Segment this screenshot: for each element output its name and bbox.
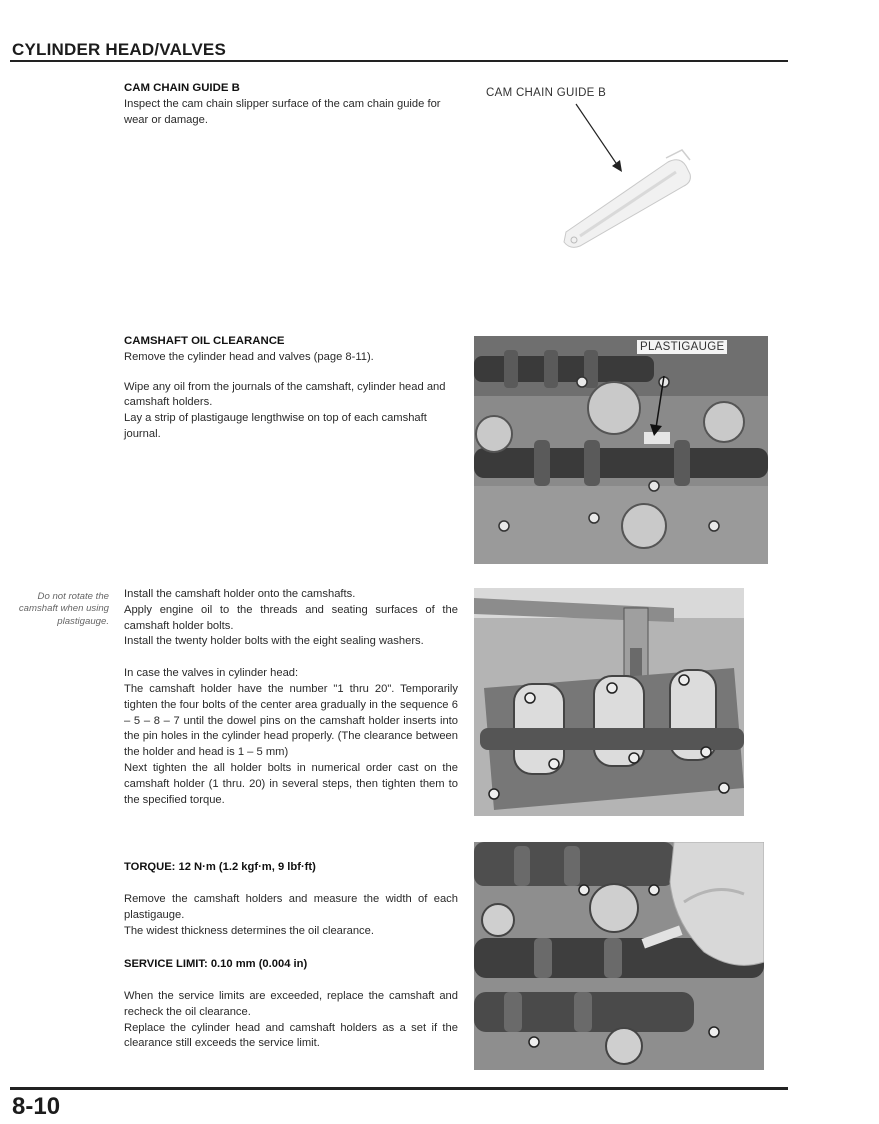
service-limit-block: [124, 957, 458, 973]
measure-step: Remove the camshaft holders and measure the width of each plastigauge.: [124, 893, 458, 921]
limit-exceeded-section: [124, 989, 458, 1052]
camshaft-oil-clearance-section: [124, 334, 458, 443]
replace-head-text: Replace the cylinder head and camshaft holders as a set if the clearance still exceeds the service limit.: [124, 1021, 458, 1050]
page-number: 8-10: [12, 1093, 61, 1120]
cam-chain-guide-heading: CAM CHAIN GUIDE B: [124, 82, 240, 94]
apply-oil-step: Apply engine oil to the threads and seating surfaces of the camshaft holder bolts.: [124, 603, 458, 632]
torque-spec: TORQUE: 12 N·m (1.2 kgf·m, 9 lbf·ft): [124, 861, 316, 873]
install-bolts-step: Install the twenty holder bolts with the eight sealing washers.: [124, 635, 424, 648]
holder-install-photo: [474, 588, 744, 816]
header-divider: [10, 60, 788, 62]
plastigauge-callout: PLASTIGAUGE: [637, 340, 727, 354]
replace-camshaft-text: When the service limits are exceeded, replace the camshaft and recheck the oil clearance.: [124, 990, 458, 1018]
footer-divider: [10, 1087, 788, 1090]
remove-head-step: Remove the cylinder head and valves (page 8-11).: [124, 350, 374, 363]
measure-section: [124, 892, 458, 939]
caution-side-note: Do not rotate the camshaft when using plastigauge.: [18, 591, 109, 627]
tightening-sequence-text: The camshaft holder have the number "1 thru 20". Temporarily tighten the four bolts of the center area gradually in the sequence 6 – 5 – 8 – 7 until the dowel pins on the camshaft holder inserts into the pin holes in the cylinder head properly. (The clearance between the holder and head is 1 – 5 mm): [124, 682, 458, 759]
wipe-oil-step: Wipe any oil from the journals of the camshaft, cylinder head and camshaft holders.: [124, 380, 446, 409]
section-title: CYLINDER HEAD/VALVES: [12, 40, 227, 59]
cam-chain-guide-section: [124, 81, 458, 128]
final-torque-text: Next tighten the all holder bolts in numerical order cast on the camshaft holder (1 thru. 20) in several steps, then tighten them to the specified torque.: [124, 761, 458, 806]
service-limit-spec: SERVICE LIMIT: 0.10 mm (0.004 in): [124, 958, 308, 970]
valves-case-intro: In case the valves in cylinder head:: [124, 667, 299, 680]
camshaft-oil-clearance-heading: CAMSHAFT OIL CLEARANCE: [124, 335, 285, 347]
cam-chain-guide-text: Inspect the cam chain slipper surface of the cam chain guide for wear or damage.: [124, 97, 441, 126]
plastigauge-photo: [474, 336, 768, 564]
widest-thickness-note: The widest thickness determines the oil clearance.: [124, 924, 374, 937]
measure-plastigauge-photo: [474, 842, 764, 1070]
install-holder-step: Install the camshaft holder onto the camshafts.: [124, 588, 356, 600]
install-holder-section: [124, 587, 458, 808]
torque-spec-block: [124, 860, 458, 876]
cam-chain-guide-callout: CAM CHAIN GUIDE B: [486, 87, 607, 99]
cam-chain-guide-figure: [540, 100, 710, 260]
lay-plastigauge-step: Lay a strip of plastigauge lengthwise on top of each camshaft journal.: [124, 412, 427, 440]
